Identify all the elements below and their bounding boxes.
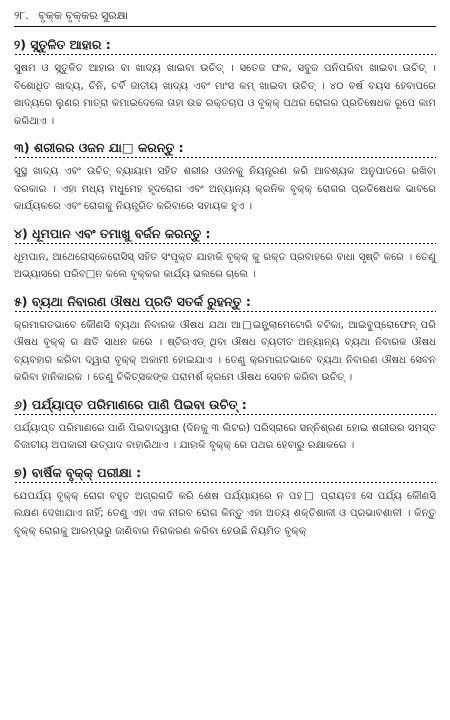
section-heading: ୩) ଶରୀରର ଓଜନ ଯା□ କରନ୍ତୁ : bbox=[14, 139, 436, 158]
section-water-intake bbox=[14, 396, 436, 455]
section-balanced-diet bbox=[14, 36, 436, 130]
running-header bbox=[14, 8, 436, 27]
section-smoking bbox=[14, 225, 436, 284]
section-paragraph: ଧୂମପାନ, ଆଥେରୋସ୍କେରୋସିସ୍ ସହିତ ସଂପୃକ୍ତ ଯାହାକି ବୃକ୍କ୍ କୁ ରକ୍ତ ପ୍ରବାହରେ ବାଧା ସୃଷ୍ଟି କରେ । ତେଣୁ ଅଭ୍ୟାସରେ ପରିବ□ନ କଲେ ବୃକ୍କର କାର୍ଯ୍ୟ ଭଲରେ ଚାଲେ । bbox=[14, 251, 436, 280]
section-paragraph: ଯେପର୍ଯ୍ୟ ବୃକ୍କ୍ ରୋଗ ବହୁତ ଅଗ୍ରଗତି କରି ଶେଷ ପର୍ଯ୍ୟାୟରେ ନ ପହ□ ପ୍ରାୟତଃ ସେ ପର୍ଯ୍ୟ କୌଣସି ଲକ୍ଷଣ ଦେଖାଯାଏ ନାହିଁ; ତେଣୁ ଏହା ଏକ ନୀରବ ରୋଗ କିନ୍ତୁ ଏହା ଅତ୍ୟ ଶକ୍ତିଶାଳୀ ଓ ପ୍ରଭାବଶାଳୀ । କିନ୍ତୁ ବୃକ୍କ୍ ରୋଗକୁ ଆରମ୍ଭରୁ ଜାଣିବାର ନିରାକରଣ କରିବା ହେଉଛି ନିୟମିତ ବୃକ୍କ୍ bbox=[14, 490, 436, 537]
section-heading: ୬) ପର୍ଯ୍ୟାପ୍ତ ପରିମାଣରେ ପାଣି ପିଇବା ଉଚିତ୍ : bbox=[14, 396, 436, 415]
section-paragraph: ସୁସ୍ଥ ଖାଦ୍ୟ ଏବଂ ଉଚିତ୍ ବ୍ୟାୟାମ ସହିତ ଶରୀର ଓଜନକୁ ନିୟନ୍ତ୍ରଣ କରି ଆବଶ୍ୟକ ଅନୁପାତରେ ରଖିବା ଦରକାର । ଏହା ମଧ୍ୟ ମଧୁମେହ ହୃଦରୋଗ ଏବଂ ଅନ୍ୟାନ୍ୟ କ୍ରନିକ ବୃକ୍କ୍ ରୋଗର ପ୍ରତିଷେଧକ ଭାବରେ କାର୍ଯ୍ୟକରେ ଏବଂ ରୋଗକୁ ନିୟନ୍ତ୍ରିତ କରିବାରେ ସହାୟକ ହୁଏ । bbox=[14, 166, 436, 212]
section-annual-checkup bbox=[14, 464, 436, 541]
section-heading: ୭) ବାର୍ଷିକ ବୃକ୍କ୍ ପରୀକ୍ଷା : bbox=[14, 464, 436, 483]
section-heading: ୨) ସ୍ନ୍ତୁଳିତ ଆହାର : bbox=[14, 36, 436, 55]
header-title: ବୃକ୍କ ବୃକ୍କର ସୁରକ୍ଷା bbox=[38, 9, 128, 22]
section-paragraph: ସୁଷମ ଓ ସ୍ନ୍ତୁଳିତ ଆହାର ବା ଖାଦ୍ୟ ଖାଇବା ଉଚିତ୍ । ସତେଜ ଫଳ, ସବୁଜ ପନିପରିବା ଖାଇବା ଉଚିତ୍ । ବିଶୋଧିତ ଖାଦ୍ୟ, ଚିନି, ଚର୍ବି ଜାତୀୟ ଖାଦ୍ୟ ଏବଂ ମାଂସ କମ୍ ଖାଇବା ଉଚିତ୍ । ୪୦ ବର୍ଷ ବୟସ ହେବାପରେ ଖାଦ୍ୟରେ ଲୁଣର ମାତ୍ରା କମାଇଦେଲେ ତାହା ଉଚ୍ଚ ରକ୍ତଚାପ ଓ ବୃକ୍କ୍ ପଥର ରୋଗର ପ୍ରତିଷେଧକ ରୂପେ କାମ କରିଥାଏ । bbox=[14, 63, 436, 127]
section-paragraph: କ୍ରମାଗତଭାବେ କୌଣସି ବ୍ୟଥା ନିବାରକ ଔଷଧ ଯଥା ଆ□ଇନ୍ଫ୍ଲାମେଟୋରି ବଟିକା, ଆଇବୁପ୍ରୋଫେନ୍ ପରି ଔଷଧ ବୃକ୍କ୍ ର କ୍ଷତି ସାଧନ କରେ । ଷ୍ଟିରଏଡ୍ ଥିବା ଔଷଧ ବ୍ୟତୀତ ଅନ୍ୟାନ୍ୟ ବ୍ୟଥା ନିବାରକ ଔଷଧ ବ୍ୟବହାର କରିବା ଦ୍ୱାରା ବୃକ୍କ୍ ଅକାମୀ ହୋଇଯାଏ । ତେଣୁ କ୍ରମାଗତଭାବେ ବ୍ୟଥା ନିବାରଣ ଔଷଧ ସେବନ କରିବା ହାନିକାରକ । ତେଣୁ ଚିକିତ୍ସକଙ୍କ ପରାମର୍ଶ କ୍ରମେ ଔଷଧ ସେବନ କରିବା ଉଚିତ୍ । bbox=[14, 319, 436, 383]
page-number: ୨୮. bbox=[14, 9, 29, 22]
section-painkillers bbox=[14, 293, 436, 387]
section-body-weight bbox=[14, 139, 436, 216]
section-paragraph: ପର୍ଯ୍ୟାପ୍ତ ପରିମାଣରେ ପାଣି ପିଇବାଦ୍ୱାରା (ଦିନକୁ ୩ ଲିଟର) ପରିସ୍ରାରେ ସନ୍ନିଶ୍ରଣ ହୋଇ ଶରୀରର ସମସ୍ତ ବିଜାତୀୟ ଅପକାରୀ ଉତ୍ପାଦ ବାହାରିଥାଏ । ଯାହାକି ବୃକ୍କ୍ ରେ ପଥର ହେବାରୁ ରକ୍ଷାକରେ । bbox=[14, 422, 436, 451]
section-heading: ୫) ବ୍ୟଥା ନିବାରଣ ଔଷଧ ପ୍ରତି ସତର୍କ ରୁହନ୍ତୁ : bbox=[14, 293, 436, 312]
section-heading: ୪) ଧୂମପାନ ଏବଂ ତମାଖୁ ବର୍ଜନ କରନ୍ତୁ : bbox=[14, 225, 436, 244]
